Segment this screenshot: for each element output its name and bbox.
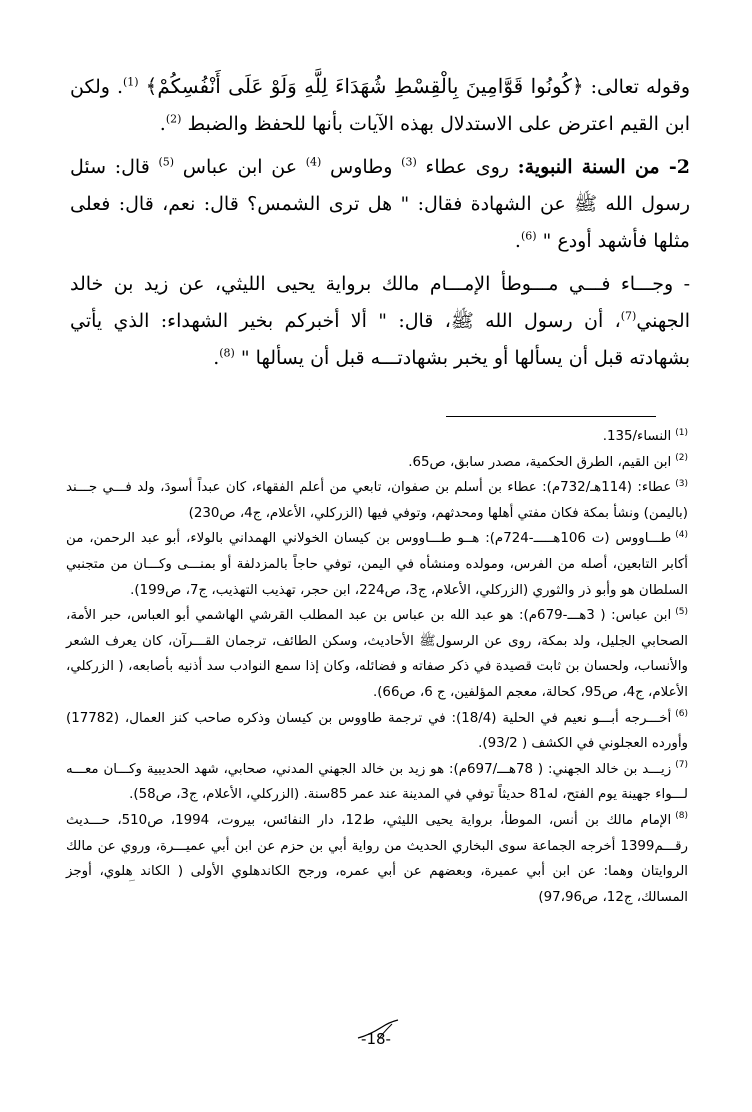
footnote-ref: (5) (158, 155, 175, 169)
scan-mark (128, 878, 136, 884)
text-segment: روى عطاء (425, 156, 518, 178)
paragraph-quran-verse (70, 68, 690, 143)
footnote-text: النساء/135. (602, 429, 672, 444)
section-heading: 2- من السنة النبوية: (517, 156, 690, 178)
footnote-ref: (4) (305, 155, 322, 169)
footnote-text: ابن عباس: ( 3هـــ-679م): هو عبد الله بن عباس بن عبد المطلب القرشي الهاشمي أبو العباس، حبر الأمة، الصحابي الجليل، ولد بمكة، روى عن الرسولﷺ الأحاديث، وسكن الطائف، ترجمان القـــرآن، كان يعرف الشعر والأنساب، ولحسان بن ثابت قصيدة في ذكر صفاته و فضائله، وكان إذا سمع النوادب سد أذنيه بأصابعه، ( الزركلي، الأعلام، ج4، ص95، كحالة، معجم المؤلفين، ج 6، ص66). (66, 608, 688, 700)
quran-verse: ﴿كُونُوا قَوَّامِينَ بِالْقِسْطِ شُهَدَاءَ لِلَّهِ وَلَوْ عَلَى أَنْفُسِكُمْ﴾ (145, 74, 584, 98)
page-number-text: -18- (361, 1030, 391, 1048)
footnote-text: ابن القيم، الطرق الحكمية، مصدر سابق، ص65. (408, 454, 672, 470)
footnote (66, 526, 688, 603)
paragraph-muwatta (70, 266, 690, 377)
footnote-ref: (7) (620, 309, 637, 323)
footnote-text: الإمام مالك بن أنس، الموطأ، برواية يحيى الليثي، ط12، دار النفائس، بيروت، 1994، ص510، حـــديث رقـــم1399 أخرجه الجماعة سوى البخاري الحديث من رواية أبي بن حزم عن ابن أبي عميـــرة، وروي عن مالك الروايتان وهما: عن ابن أبي عميرة، وبعضهم عن أبي عمره، ورجح الكاندهلوي الأولى ( الكاند هلوي، أوجز المسالك، ج12، ص97،96) (66, 812, 688, 905)
footnote-number: (8) (675, 811, 688, 822)
handwritten-mark (356, 1018, 400, 1044)
footnote-text: أخـــرجه أبـــو نعيم في الحلية (18/4): في ترجمة طاووس بن كيسان وذكره صاحب كنز العمال، (17782) وأورده العجلوني في الكشف ( 93/2). (66, 710, 688, 752)
footnote (66, 424, 688, 450)
footnote-number: (1) (675, 427, 688, 438)
footnote-ref: (8) (219, 346, 235, 360)
footnotes (66, 424, 688, 910)
footnote-ref: (3) (401, 155, 417, 169)
footnote-ref: (2) (165, 112, 182, 126)
footnote (66, 475, 688, 526)
footnote (66, 757, 688, 808)
footnote-number: (2) (675, 453, 688, 464)
footnote (66, 603, 688, 705)
text-segment: ، أن رسول الله ﷺ، قال: " ألا أخبركم بخير الشهداء: الذي يأتي بشهادته قبل أن يسألها أو يخبر بشهادتـــه قبل أن يسألها " (70, 310, 690, 369)
footnote-number: (4) (675, 529, 688, 540)
footnote-ref: (1) (123, 75, 139, 89)
main-text (70, 68, 690, 377)
text-segment: . (514, 230, 521, 252)
footnote (66, 808, 688, 910)
footnote-separator (446, 416, 656, 417)
footnote-number: (6) (675, 709, 688, 720)
text-segment: وطاوس (330, 156, 402, 178)
text-segment: عن ابن عباس (182, 156, 306, 178)
footnote-text: عطاء: (114هـ/732م): عطاء بن أسلم بن صفوان، تابعي من أعلم الفقهاء، كان عبداً أسودَ، ولد فـــي جـــند (باليمن) ونشأ بمكة فكان مفتي أهلها ومحدثهم، وتوفي فيها (الزركلي، الأعلام، ج4، ص230) (66, 480, 688, 521)
paragraph-sunnah (70, 149, 690, 260)
text-segment: - وجـــاء فـــي مـــوطأ الإمـــام مالك برواية يحيى الليثي، عن زيد بن خالد الجهني (70, 273, 690, 332)
footnote-number: (7) (675, 760, 689, 771)
page-number (336, 1030, 416, 1048)
footnote (66, 450, 688, 476)
text-segment: . (159, 113, 166, 135)
footnote-text: طـــاووس (ت 106هـــــ-724م): هــو طـــاووس بن كيسان الخولاني الهمداني بالولاء، أبو عبد الرحمن، من أكابر التابعين، أصله من الفرس، ومولده ومنشأه في اليمن، توفي حاجاً بالمزدلفة أو بمنـــى وكـــان من متجنبي السلطان هو وأبو ذر والثوري (الزركلي، الأعلام، ج3، ص224، ابن حجر، تهذيب التهذيب، ج7، ص199). (66, 531, 688, 598)
footnote (66, 706, 688, 757)
footnote-number: (5) (675, 606, 689, 617)
text-segment: . ولكن ابن القيم اعترض على الاستدلال بهذه الآيات بأنها للحفظ والضبط (70, 76, 690, 135)
text-segment: قال: سئل رسول الله ﷺ عن الشهادة فقال: " هل ترى الشمس؟ قال: نعم، قال: فعلى مثلها فأشهد أودع " (70, 156, 690, 252)
text-segment: وقوله تعالى: (583, 76, 690, 98)
footnote-text: زيـــد بن خالد الجهني: ( 78هـــ/697م): هو زيد بن خالد الجهني المدني، صحابي، شهد الحديبية وكـــان معـــه لـــواء جهينة يوم الفتح، له81 حديثاً توفي في المدينة عند عمر 85سنة. (الزركلي، الأعلام، ج3، ص58). (66, 761, 688, 803)
footnote-ref: (6) (520, 229, 537, 243)
footnote-number: (3) (675, 478, 688, 489)
text-segment: . (213, 347, 220, 369)
